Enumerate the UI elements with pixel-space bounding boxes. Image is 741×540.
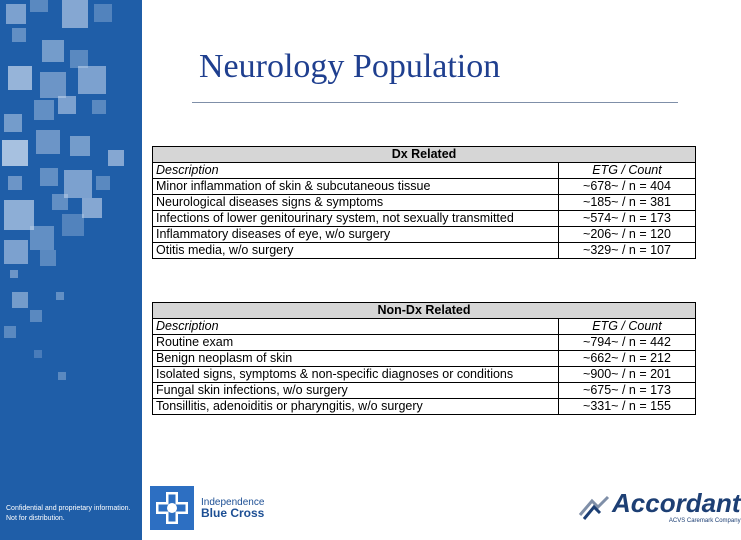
blue-cross-icon [150,486,194,530]
table-row [153,367,696,383]
row-description: Isolated signs, symptoms & non-specific diagnoses or conditions [153,367,559,383]
row-description: Fungal skin infections, w/o surgery [153,383,559,399]
logo-accordant-sub: ACVS Caremark Company [668,518,741,524]
table-row [153,243,696,259]
logo-ibx-line1: Independence [201,497,265,508]
table-heading: Dx Related [153,147,696,163]
independence-blue-cross-logo [150,486,264,530]
slide-content [142,0,720,540]
column-header-description: Description [153,319,559,335]
column-header-count: ETG / Count [559,319,696,335]
table-row [153,335,696,351]
page-title: Neurology Population [199,48,501,85]
row-description: Tonsillitis, adenoiditis or pharyngitis, w/o surgery [153,399,559,415]
row-description: Routine exam [153,335,559,351]
confidential-notice: Confidential and proprietary information. Not for distribution. [6,505,131,522]
table-row [153,227,696,243]
row-count: ~678~ / n = 404 [559,179,696,195]
table-heading: Non-Dx Related [153,303,696,319]
row-count: ~185~ / n = 381 [559,195,696,211]
row-count: ~574~ / n = 173 [559,211,696,227]
row-description: Infections of lower genitourinary system, not sexually transmitted [153,211,559,227]
row-description: Minor inflammation of skin & subcutaneous tissue [153,179,559,195]
row-count: ~900~ / n = 201 [559,367,696,383]
row-count: ~794~ / n = 442 [559,335,696,351]
accordant-swoosh-icon [578,493,612,521]
row-count: ~331~ / n = 155 [559,399,696,415]
row-count: ~206~ / n = 120 [559,227,696,243]
table-row [153,211,696,227]
column-header-description: Description [153,163,559,179]
row-count: ~329~ / n = 107 [559,243,696,259]
table-row [153,399,696,415]
row-count: ~675~ / n = 173 [559,383,696,399]
title-underline [192,102,678,103]
logo-ibx-line2: Blue Cross [201,506,265,520]
row-description: Otitis media, w/o surgery [153,243,559,259]
row-description: Benign neoplasm of skin [153,351,559,367]
decorative-sidebar [0,0,142,540]
table-row [153,195,696,211]
accordant-logo [578,490,741,524]
row-description: Inflammatory diseases of eye, w/o surgery [153,227,559,243]
table-row [153,351,696,367]
column-header-count: ETG / Count [559,163,696,179]
non-dx-related-table [152,302,696,415]
table-row [153,179,696,195]
dx-related-table [152,146,696,259]
row-count: ~662~ / n = 212 [559,351,696,367]
row-description: Neurological diseases signs & symptoms [153,195,559,211]
table-row [153,383,696,399]
logo-accordant-name: Accordant [612,488,741,518]
